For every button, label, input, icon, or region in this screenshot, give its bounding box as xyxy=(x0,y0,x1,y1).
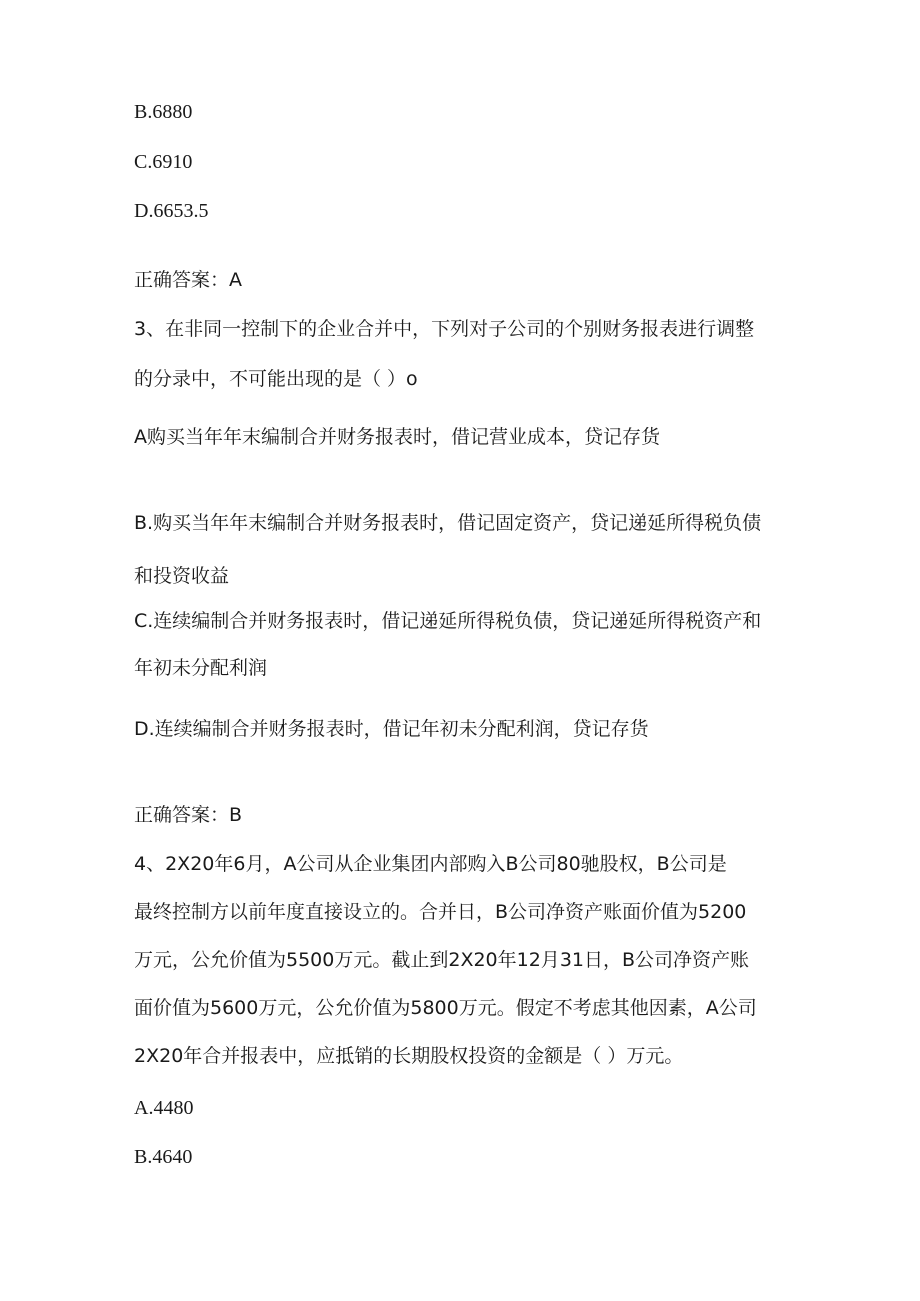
q3-option-c-line-1: C.连续编制合并财务报表时，借记递延所得税负债，贷记递延所得税资产和 xyxy=(134,610,762,632)
q2-option-c: C.6910 xyxy=(134,151,193,173)
q4-option-b: B.4640 xyxy=(134,1146,193,1168)
q3-option-d: D.连续编制合并财务报表时，借记年初未分配利润，贷记存货 xyxy=(134,718,649,740)
q4-stem-line-2: 最终控制方以前年度直接设立的。合并日，B公司净资产账面价值为5200 xyxy=(134,901,747,923)
q4-option-a: A.4480 xyxy=(134,1097,194,1119)
q3-stem-line-1: 3、在非同一控制下的企业合并中，下列对子公司的个别财务报表进行调整 xyxy=(134,318,755,340)
q3-stem-line-2: 的分录中，不可能出现的是（ ）o xyxy=(134,368,418,390)
q4-stem-line-4: 面价值为5600万元，公允价值为5800万元。假定不考虑其他因素，A公司 xyxy=(134,997,757,1019)
q4-stem-line-1: 4、2X20年6月，A公司从企业集团内部购入B公司80驰股权，B公司是 xyxy=(134,853,727,875)
q4-stem-line-3: 万元，公允价值为5500万元。截止到2X20年12月31日，B公司净资产账 xyxy=(134,949,750,971)
q3-option-a: A购买当年年末编制合并财务报表时，借记营业成本，贷记存货 xyxy=(134,426,660,448)
q2-option-b: B.6880 xyxy=(134,101,193,123)
q3-option-b-line-1: B.购买当年年末编制合并财务报表时，借记固定资产，贷记递延所得税负债 xyxy=(134,512,762,534)
q4-stem-line-5: 2X20年合并报表中，应抵销的长期股权投资的金额是（ ）万元。 xyxy=(134,1045,684,1067)
q2-option-d: D.6653.5 xyxy=(134,200,209,222)
q3-option-b-line-2: 和投资收益 xyxy=(134,565,230,587)
q2-answer: 正确答案：A xyxy=(134,269,242,291)
q3-option-c-line-2: 年初未分配利润 xyxy=(134,657,268,679)
q3-answer: 正确答案：B xyxy=(134,804,243,826)
